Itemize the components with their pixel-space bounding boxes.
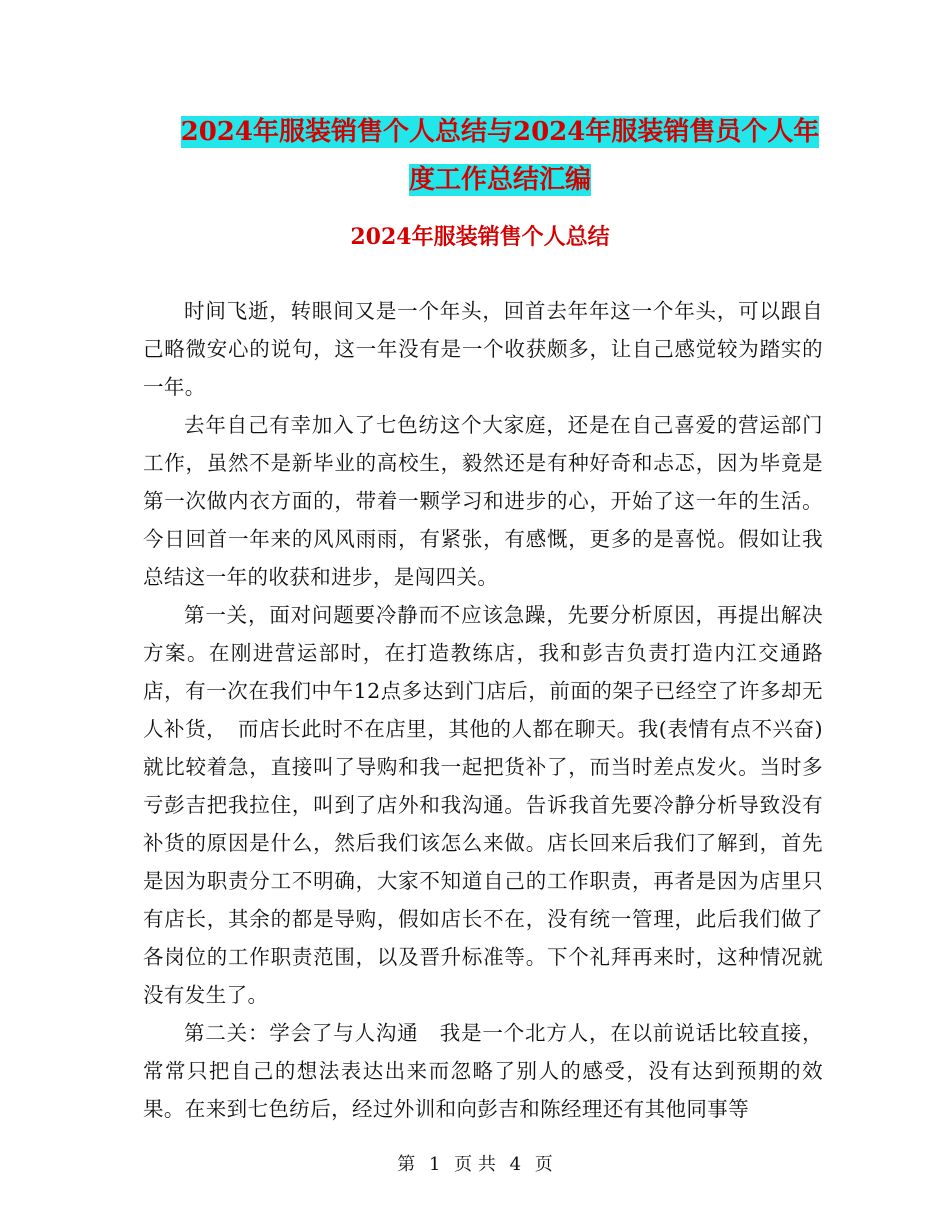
footer-suffix: 页 bbox=[534, 1154, 553, 1175]
paragraph-1: 时间飞逝，转眼间又是一个年头，回首去年年这一个年头，可以跟自己略微安心的说句，这一年没有是一个收获颇多，让自己感觉较为踏实的一年。 bbox=[143, 299, 823, 399]
document-title bbox=[140, 108, 860, 204]
document-title-line-1: 2024年服装销售个人总结与2024年服装销售员个人年 bbox=[180, 117, 820, 147]
footer-page-number: 1 bbox=[428, 1154, 441, 1175]
page-footer bbox=[0, 1150, 950, 1176]
footer-middle: 页 共 bbox=[454, 1154, 496, 1175]
document-title-line-2: 度工作总结汇编 bbox=[408, 165, 591, 195]
footer-total-pages: 4 bbox=[509, 1154, 522, 1175]
footer-prefix: 第 bbox=[397, 1154, 416, 1175]
section-title: 2024年服装销售个人总结 bbox=[350, 224, 610, 250]
paragraph-2: 去年自己有幸加入了七色纺这个大家庭，还是在自己喜爱的营运部门工作，虽然不是新毕业的高校生，毅然还是有种好奇和忐忑，因为毕竟是第一次做内衣方面的，带着一颗学习和进步的心，开始了这一年的生活。今日回首一年来的风风雨雨，有紧张，有感慨，更多的是喜悦。假如让我总结这一年的收获和进步，是闯四关。 bbox=[143, 413, 823, 589]
paragraph-4: 第二关：学会了与人沟通 我是一个北方人，在以前说话比较直接，常常只把自己的想法表达出来而忽略了别人的感受，没有达到预期的效果。在来到七色纺后，经过外训和向彭吉和陈经理还有其他同事等 bbox=[143, 1021, 823, 1121]
document-body bbox=[143, 292, 823, 1128]
paragraph-3: 第一关，面对问题要冷静而不应该急躁，先要分析原因，再提出解决方案。在刚进营运部时，在打造教练店，我和彭吉负责打造内江交通路店，有一次在我们中午12点多达到门店后，前面的架子已经空了许多却无人补货， 而店长此时不在店里，其他的人都在聊天。我(表情有点不兴奋)就比较着急，直接叫了导购和我一起把货补了，而当时差点发火。当时多亏彭吉把我拉住，叫到了店外和我沟通。告诉我首先要冷静分析导致没有补货的原因是什么，然后我们该怎么来做。店长回来后我们了解到，首先是因为职责分工不明确，大家不知道自己的工作职责，再者是因为店里只有店长，其余的都是导购，假如店长不在，没有统一管理，此后我们做了各岗位的工作职责范围，以及晋升标准等。下个礼拜再来时，这种情况就没有发生了。 bbox=[143, 603, 823, 1007]
